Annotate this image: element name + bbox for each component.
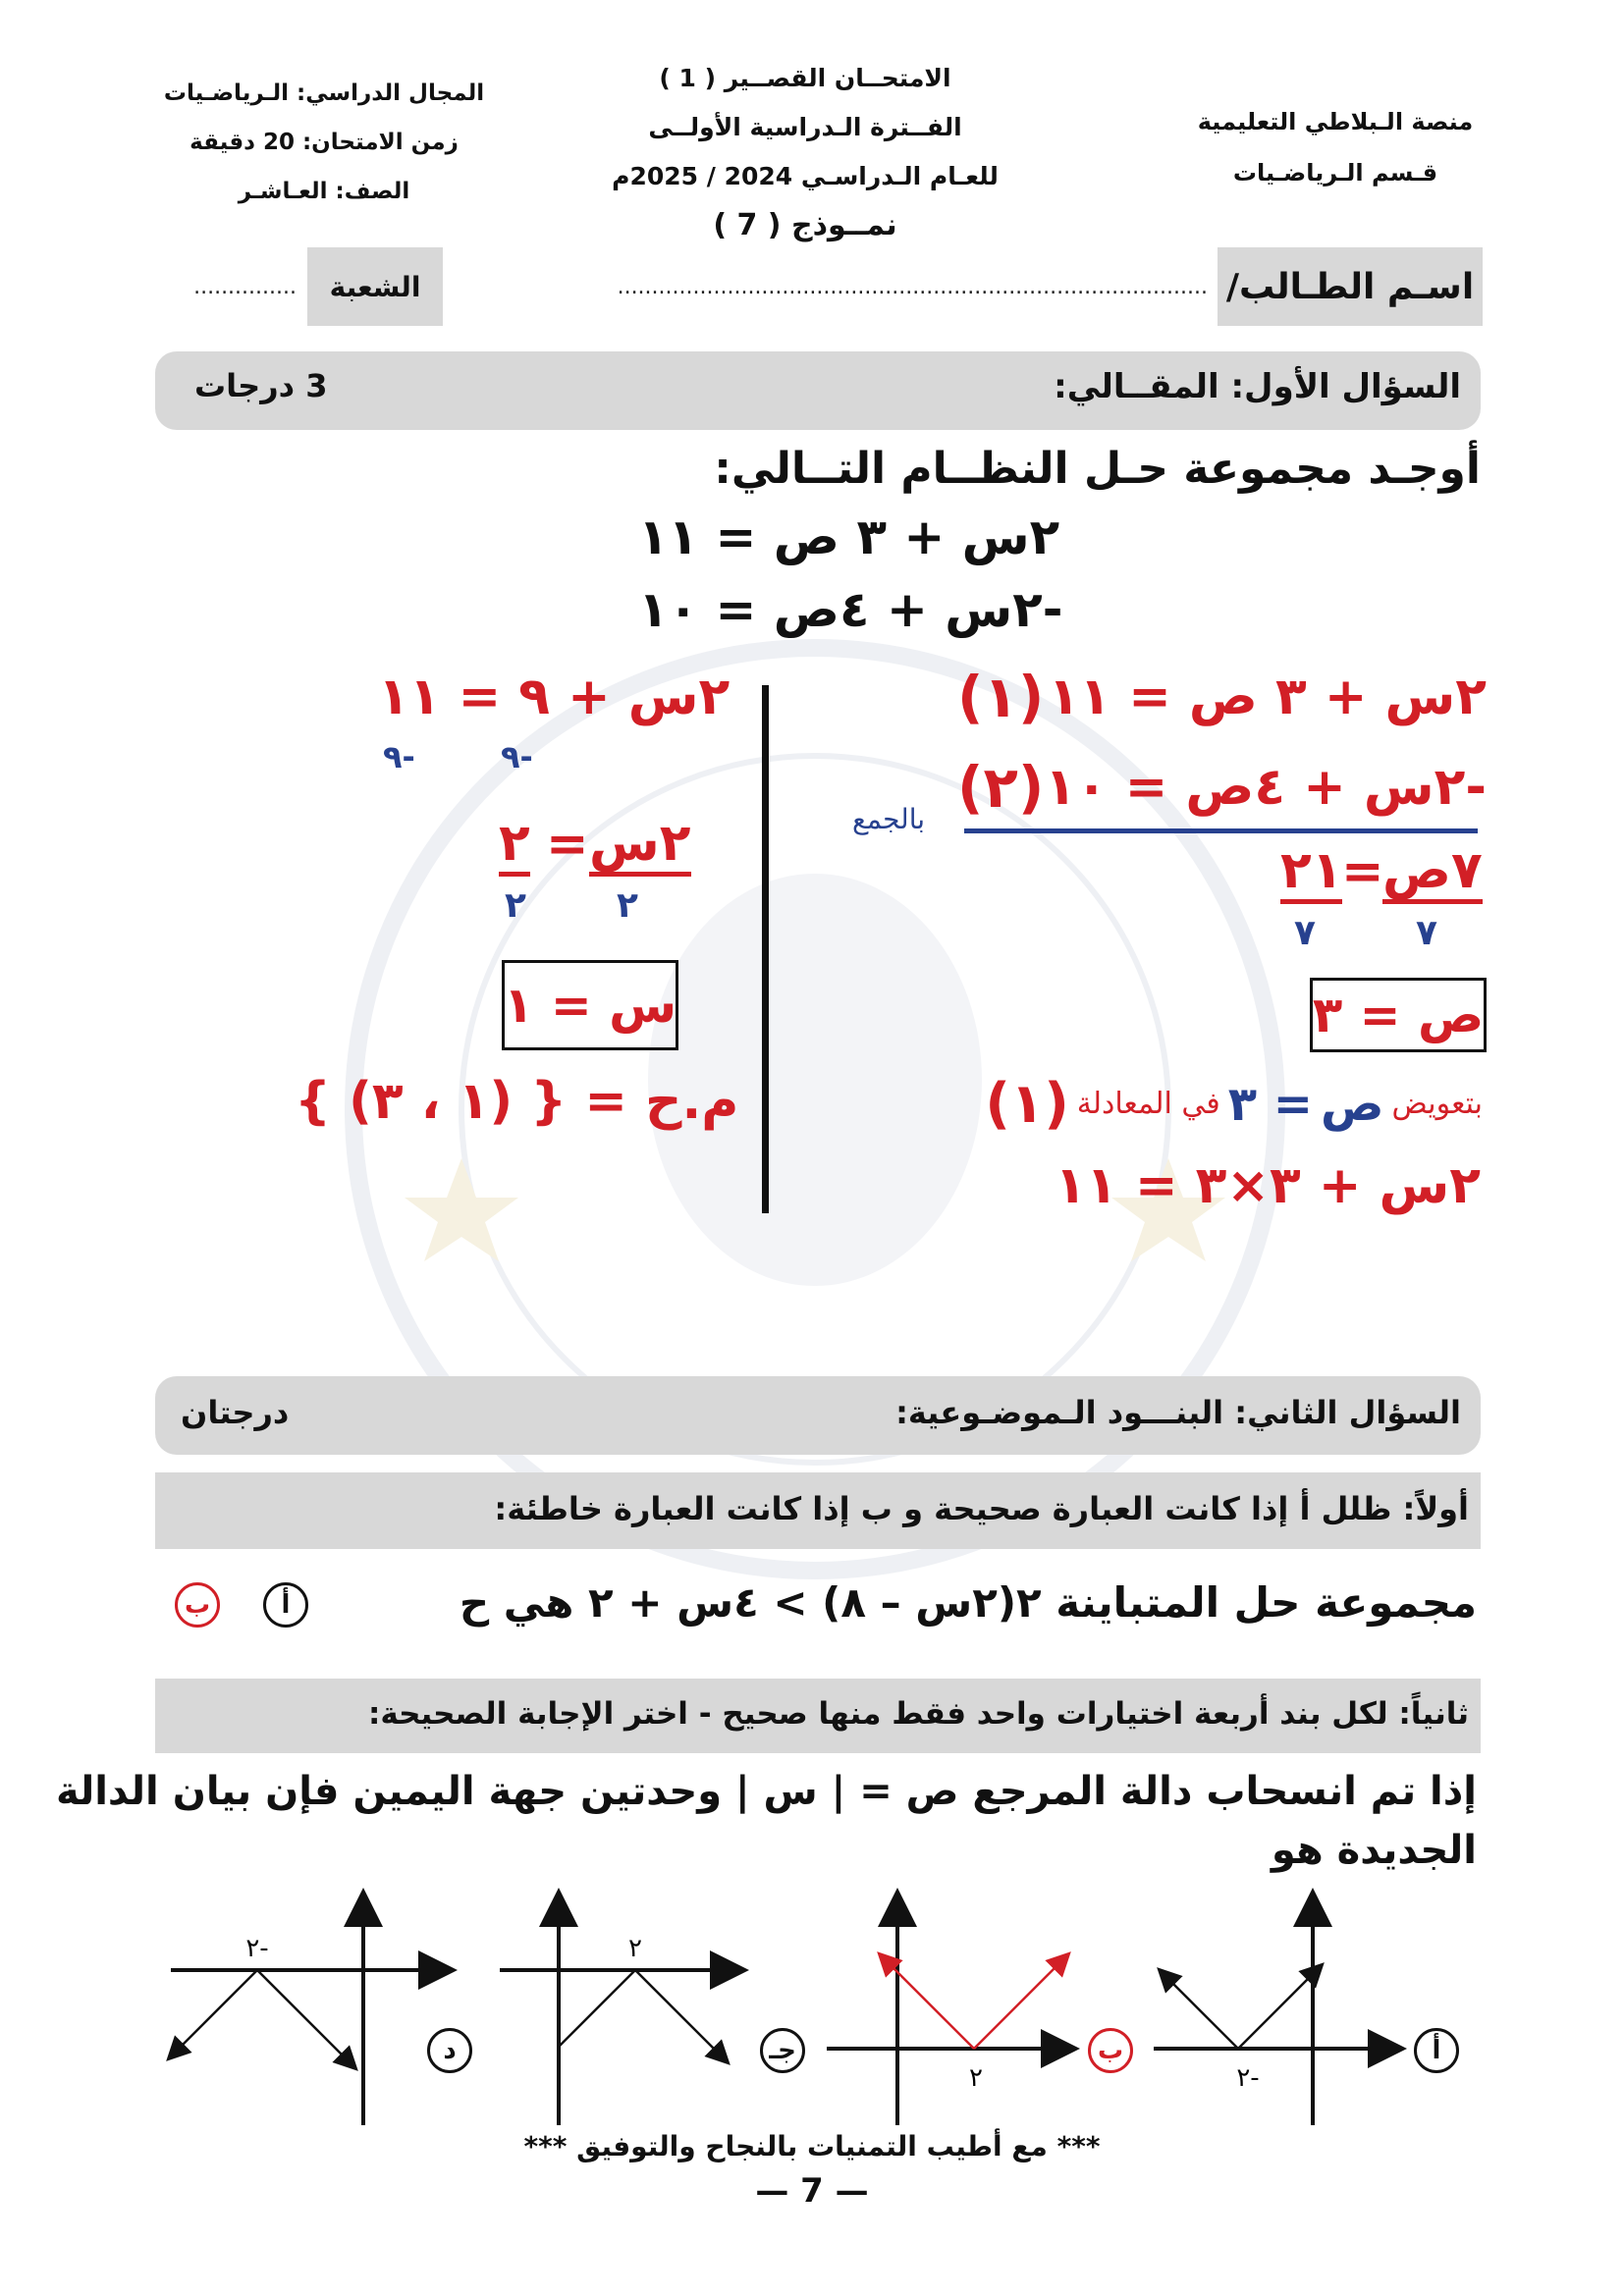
q1-header-band bbox=[155, 351, 1481, 430]
option-c-graph bbox=[496, 1899, 741, 2135]
frac-21-num: ٢١ bbox=[1280, 842, 1342, 904]
sol-left-minus-right: -٩ bbox=[383, 738, 415, 775]
page-number: — 7 — bbox=[755, 2171, 869, 2211]
q1-marks: 3 درجات bbox=[194, 367, 328, 404]
exam-title: الامتحــان القصــير ( 1 ) bbox=[659, 64, 951, 92]
result-x-box: س = ١ bbox=[502, 960, 678, 1050]
option-b-bubble-selected[interactable]: ب bbox=[1088, 2028, 1133, 2073]
header-right bbox=[1149, 96, 1522, 198]
part1-statement: مجموعة حل المتباينة ٢(٢س – ٨) > ٤س + ٢ هي ح bbox=[459, 1578, 1477, 1627]
sol-sub-line: ٢س + ٣×٣ = ١١ bbox=[1055, 1156, 1481, 1215]
q1-equation-1: ٢س + ٣ ص = ١١ bbox=[638, 508, 1060, 565]
section-label: الشعبة bbox=[307, 247, 443, 326]
frac-2x-num: ٢س bbox=[589, 815, 691, 877]
substitution-line bbox=[985, 1072, 1483, 1136]
part2-band bbox=[155, 1679, 1481, 1753]
student-name-label: اسـم الطـالب/ bbox=[1218, 247, 1483, 326]
frac-7y-num: ٧ص bbox=[1382, 842, 1483, 904]
option-d-graph bbox=[167, 1899, 422, 2135]
header-center bbox=[550, 54, 1060, 250]
platform-name: منصة الـبلاطي التعليمية bbox=[1197, 108, 1474, 135]
sub-ref: (١) bbox=[985, 1072, 1069, 1136]
sub-eq: = ٣ bbox=[1227, 1076, 1313, 1132]
department-name: قـسم الـرياضـيات bbox=[1232, 159, 1438, 187]
q1-title: السؤال الأول: المقــالي: bbox=[1054, 367, 1461, 406]
frac-7y-den: ٧ bbox=[1416, 913, 1437, 953]
sol-left-eq1: ٢س + ٩ = ١١ bbox=[378, 667, 731, 726]
option-c-vertex-label: ٢ bbox=[628, 1934, 642, 1963]
option-d-bubble[interactable]: د bbox=[427, 2028, 472, 2073]
option-a-bubble[interactable]: أ bbox=[1414, 2028, 1459, 2073]
option-d-vertex-label: -٢ bbox=[245, 1934, 269, 1963]
q2-marks: درجتان bbox=[181, 1394, 290, 1431]
grade-label: الصف: العـاشـر bbox=[238, 179, 410, 204]
frac-2-num: ٢ bbox=[499, 815, 530, 877]
part1-band bbox=[155, 1472, 1481, 1549]
option-a-vertex-label: -٢ bbox=[1236, 2063, 1260, 2093]
model-label: نمــوذج ( 7 ) bbox=[713, 208, 897, 242]
solution-set: م.ح = { (١ ، ٣) } bbox=[295, 1072, 739, 1131]
option-c-bubble[interactable]: جـ bbox=[760, 2028, 805, 2073]
student-name-field[interactable]: ...................................................................................... bbox=[617, 275, 1208, 299]
addition-label: بالجمع bbox=[852, 803, 926, 835]
q2-title: السؤال الثاني: البنـــود الـموضـوعية: bbox=[895, 1394, 1461, 1431]
sol-left-minus-left: -٩ bbox=[501, 738, 533, 775]
solution-divider bbox=[762, 685, 769, 1213]
part2-question-line2: الجديدة هو bbox=[1271, 1828, 1477, 1873]
frac-21-den: ٧ bbox=[1294, 913, 1316, 953]
frac-2x-eq: = bbox=[546, 815, 589, 874]
header-left bbox=[137, 69, 511, 216]
term-label: الفــترة الـدراسية الأولــى bbox=[648, 113, 962, 141]
result-y-box: ص = ٣ bbox=[1310, 978, 1487, 1052]
q1-prompt: أوجـد مجموعة حـل النظــام التــالي: bbox=[714, 444, 1481, 494]
sol-right-eq2-ref: (٢) bbox=[957, 754, 1045, 821]
sol-right-eq2: -٢س + ٤ص = ١٠ bbox=[1045, 758, 1487, 817]
part2-question-line1: إذا تم انسحاب دالة المرجع ص = | س | وحدتين جهة اليمين فإن بيان الدالة bbox=[55, 1769, 1477, 1814]
section-field[interactable]: ............... bbox=[193, 275, 297, 299]
q1-equation-2: -٢س + ٤ص = ١٠ bbox=[638, 581, 1063, 638]
sub-var: ص bbox=[1320, 1076, 1384, 1132]
choice-a-bubble[interactable]: أ bbox=[263, 1582, 308, 1628]
duration-label: زمن الامتحان: 20 دقيقة bbox=[189, 130, 459, 155]
sub-prefix: بتعويض bbox=[1391, 1087, 1483, 1121]
q2-header-band bbox=[155, 1376, 1481, 1455]
choice-b-bubble-selected[interactable]: ب bbox=[175, 1582, 220, 1628]
subject-label: المجال الدراسي: الـرياضـيات bbox=[163, 80, 485, 106]
part2-title: ثانياً: لكل بند أربعة اختيارات واحد فقط منها صحيح - اختر الإجابة الصحيحة: bbox=[367, 1696, 1469, 1732]
frac-2x-den: ٢ bbox=[617, 885, 638, 926]
sub-mid: في المعادلة bbox=[1076, 1087, 1220, 1121]
part1-title: أولاً: ظلل أ إذا كانت العبارة صحيحة و ب إذا كانت العبارة خاطئة: bbox=[494, 1490, 1469, 1527]
footer-wish: *** مع أطيب التمنيات بالنجاح والتوفيق *** bbox=[523, 2130, 1101, 2163]
frac-7y-eq: = bbox=[1341, 842, 1384, 901]
option-a-graph bbox=[1154, 1899, 1399, 2135]
option-b-vertex-label: ٢ bbox=[969, 2063, 983, 2093]
frac-2-den: ٢ bbox=[505, 885, 526, 926]
sol-right-eq1-ref: (١) bbox=[957, 664, 1045, 730]
year-label: للعـام الـدراسـي 2024 / 2025م bbox=[612, 162, 999, 190]
addition-line bbox=[964, 828, 1478, 833]
sol-right-eq1: ٢س + ٣ ص = ١١ bbox=[1048, 667, 1487, 726]
option-b-graph bbox=[827, 1899, 1072, 2135]
